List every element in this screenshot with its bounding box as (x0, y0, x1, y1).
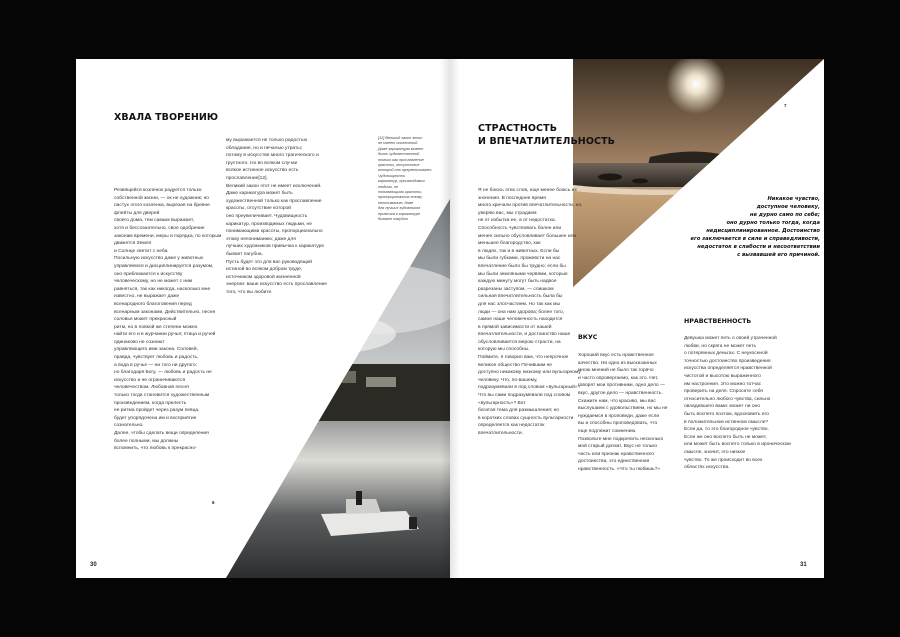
nravstvennost-heading: НРАВСТВЕННОСТЬ (684, 318, 752, 325)
pull-quote: Никакое чувство, доступное человеку, не дурно само по себе; оно дурно только тогда, когда недисциплинированное. Достоинство его заключается в силе и справедливости, недостаток в слабости и несоответствии с вызвавшей его причиной. (690, 196, 820, 258)
footnote: [12] Великий закон этот не имеет исключений. Даже карикатура может быть художественной только как прославление красоты, отсутствие которой оно преувеличивает. Чудовищность карикатур, производимых людьми, не понимающими красоты, пропорциональна этому непониманию; даже для лучших художников привычка к карикатуре бывает пагубна. (378, 136, 433, 222)
inner-page-number: 7 (784, 103, 787, 108)
vkus-text: Хороший вкус есть нравственное качество. Ни одно из высказанных мною мнений не было так горячо и часто опровергаемо, как это. Нет, говорят мои противники, одно дело — вкус, другое дело — нравственность. Скажите нам, что красиво, мы вас выслушаем с удовольствием, но мы не нуждаемся в проповеди, даже если вы и способны проповедовать, что еще подлежит сомнению. Позвольте мне подкрепить несколько мой старый догмат. Вкус не только часть или признак нравственного достоинства, это единственная нравственность. «Что ты любишь?» (578, 353, 668, 472)
right-column-1-text: Я не боюсь этих слов, еще менее боюсь их значения. В последнее время много кричали против впечатлительности, но, уверяю вас, мы страдаем не от избытка ее, а от недостатка. Способность чувствовать более или менее сильно обусловливает большее или меньшее благородство, как в людях, так и в животных. Если бы мы были губками, прожевсти на нас впечатление было бы трудно; если бы мы были земляными червями, которые каждую минуту могут быть надвое разрезаны заступом, — слишком сильная впечатлительность была бы для нас злосчастием. Но так как мы люди — она нам здорова; более того, самое наше человечность находится в прямой зависимости от нашей впечатлительности, и достоинство наше обусловливается мерою страсти, на которую мы способны. Поймите, я говорил вам, что непрочное великое общество Почившим не доступно никакому низкому или вульгарному человеку. Что, по-вашему, подразумевали в под словом «вульгарный»? Что вы сами подразумевали под словом «вульгарность»? Вот богатая тема для размышления; но в коротких словах сущность вульгарности определяется как недостаток впечатлительности. (478, 188, 583, 436)
left-column-2-text: му выражается не только радостью обладания, но и печалью утраты; потому в искусстве много трагического и грустного. Но во всяком случае всякое истинное искусство есть прославление[12]. Великий закон этот не имеет исключений. Даже карикатура может быть художественной только как прославление красоты, отсутствие которой оно преувеличивает. Чудовищность карикатур, производимых людьми, не понимающими красоты, пропорционально этому непониманию; даже для лучших художников привычка к карикатуре бывает пагубна. Пусть будет это для вас руководящей истиной во всяком добром труде, источником здоровой жизненной энергии: ваше искусство есть прославление того, что вы любите. (226, 138, 328, 295)
page-number-right: 31 (800, 562, 807, 568)
left-page-heading: ХВАЛА ТВОРЕНИЮ (114, 112, 219, 123)
inner-page-number: 6 (212, 500, 215, 505)
nravstvennost-text: Девушка может петь о своей утраченной любви, но скряга не может петь о потерянных деньгах. С неукоснной точностью достоинство произведения искусства определяется нравственной чистотой и высотою выраженного им настроения. Это можно тотчас проверить на деле. Спросите себя относительно любого чувства, сильно овладевшего вами: может ли оно быть воспето поэтом, вдохновить его в положительном истинном смысле? Если да, то это благородное чувство. Если же оно воспето быть не может, или может быть воспето только в ироническом смысле, значит, это низкое чувство. То же происходит во всех областях искусства. (684, 336, 791, 471)
left-page (76, 59, 450, 578)
page-number-left: 30 (90, 562, 97, 568)
right-page-heading: СТРАСТНОСТЬ И ВПЕЧАТЛИТЕЛЬНОСТЬ (478, 123, 616, 147)
vkus-heading: ВКУС (578, 334, 598, 341)
right-page (450, 59, 824, 578)
left-column-1-text: Резвящейся козленок радуется только собственной жизни, — ок не художник; но пастух этого козленка, вырезая на бревне флейты для дверей своего дома, тем самым выражает, хотя и бессознательно, свое одобрение законам времени, меры и порядка, по которым движется Земля и Солнце светит с неба. Посильную искусство даже у животных управляемся и дисциплинируется разумом, оно приближается к искусству человеческому, но не может с ним равняться, так как никогда, насколько мне известно, не выражает даже всенародного благоговения перед всенарным законами. Действительно, песня соловья может прекрасный ритм, но в ловкой же степени можно найти его и в журчании ручья; птица и ручей одинаково не сознают управляющего ими закона. Соловей, правда, чувствует любовь и радость, а вода в ручье — ни того ни другого; но благодаря Богу, — любовь и радость не искусство и не ограничиваются человечеством. Любовная песня только тогда становится художественным произведением, когда прелесть ее ритма пройдет через разум певца, будет упорядочена им и восприятие сознательно. Далее, чтобы сделать вещи определения более полными, мы должны вспомнить, что любовь к прекрасно- (114, 188, 222, 452)
